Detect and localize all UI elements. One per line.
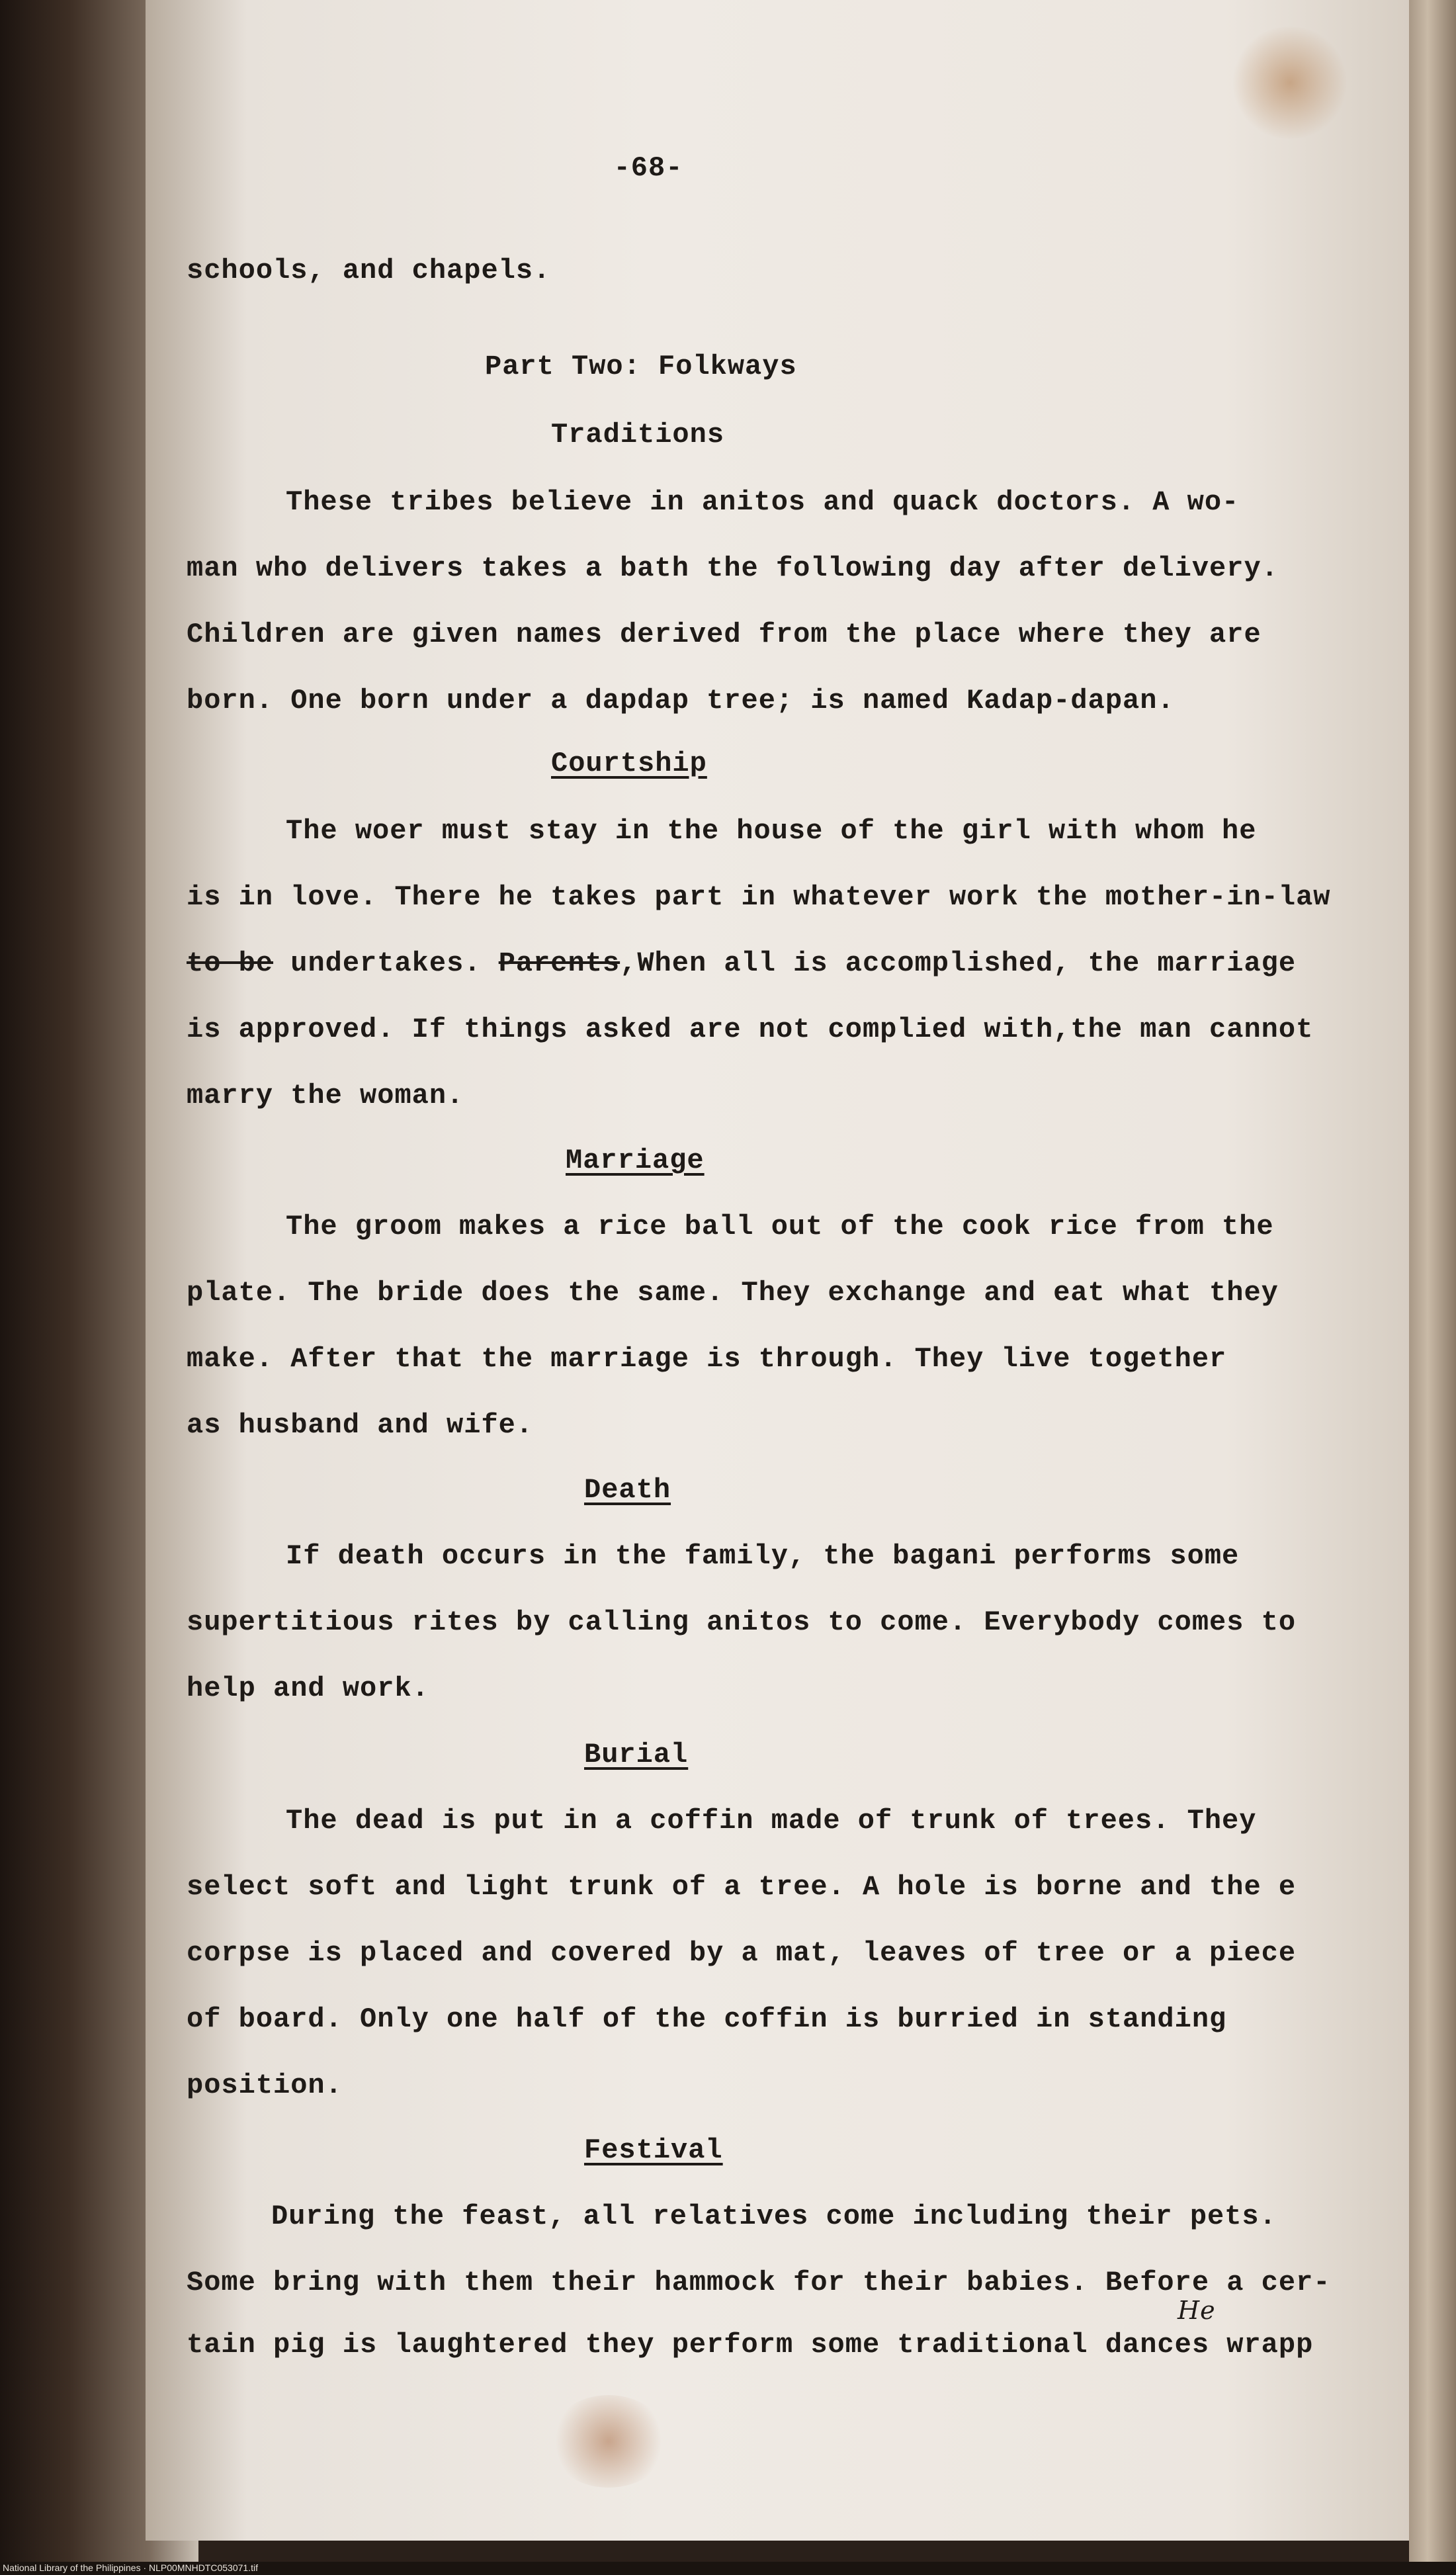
intro-line: schools, and chapels. [187,255,551,286]
body-line: tain pig is laughtered they perform some traditional dances wrapp [187,2329,1314,2361]
body-line: Some bring with them their hammock for their babies. Before a cer- [187,2267,1331,2298]
body-line: of board. Only one half of the coffin is burried in standing [187,2003,1227,2035]
handwritten-note: He [1178,2296,1216,2325]
body-line: position. [187,2070,343,2101]
section-heading-traditions: Traditions [551,419,725,451]
body-line: to be undertakes. Parents,When all is accomplished, the marriage [187,947,1297,979]
water-stain [1230,26,1349,139]
struck-text: Parents [498,947,621,979]
section-heading-marriage: Marriage [566,1145,705,1176]
section-heading-festival: Festival [584,2134,723,2166]
body-line: These tribes believe in anitos and quack doctors. A wo- [286,486,1240,518]
body-line: man who delivers takes a bath the following day after delivery. [187,552,1279,584]
footer-bar [0,2562,1456,2575]
body-line: make. After that the marriage is through. They live together [187,1343,1227,1375]
body-line: The woer must stay in the house of the girl with whom he [286,815,1257,847]
body-line: is approved. If things asked are not complied with,the man cannot [187,1014,1314,1045]
section-heading-courtship: Courtship [551,748,707,779]
footer-source: National Library of the Philippines · NLP00MNHDTC053071.tif [3,2562,258,2573]
body-line: plate. The bride does the same. They exchange and eat what they [187,1277,1279,1309]
body-line: Children are given names derived from the place where they are [187,619,1262,650]
body-line: select soft and light trunk of a tree. A hole is borne and the e [187,1871,1297,1903]
struck-text: to be [187,947,274,979]
body-line: The groom makes a rice ball out of the cook rice from the [286,1211,1274,1243]
page-edge [1409,0,1456,2575]
body-line: The dead is put in a coffin made of trunk of trees. They [286,1805,1257,1837]
body-line: help and work. [187,1673,429,1704]
body-line: supertitious rites by calling anitos to come. Everybody comes to [187,1606,1297,1638]
body-line: born. One born under a dapdap tree; is named Kadap-dapan. [187,685,1175,717]
water-stain [549,2395,668,2488]
body-line: as husband and wife. [187,1409,534,1441]
body-line: If death occurs in the family, the bagani performs some [286,1540,1240,1572]
body-line: corpse is placed and covered by a mat, leaves of tree or a piece [187,1937,1297,1969]
section-heading-burial: Burial [584,1739,689,1770]
part-title: Part Two: Folkways [485,351,797,382]
page-number: -68- [613,152,683,184]
section-heading-death: Death [584,1474,671,1506]
body-line: marry the woman. [187,1080,464,1112]
body-line: During the feast, all relatives come including their pets. [271,2201,1277,2232]
body-line: is in love. There he takes part in whatever work the mother-in-law [187,881,1331,913]
